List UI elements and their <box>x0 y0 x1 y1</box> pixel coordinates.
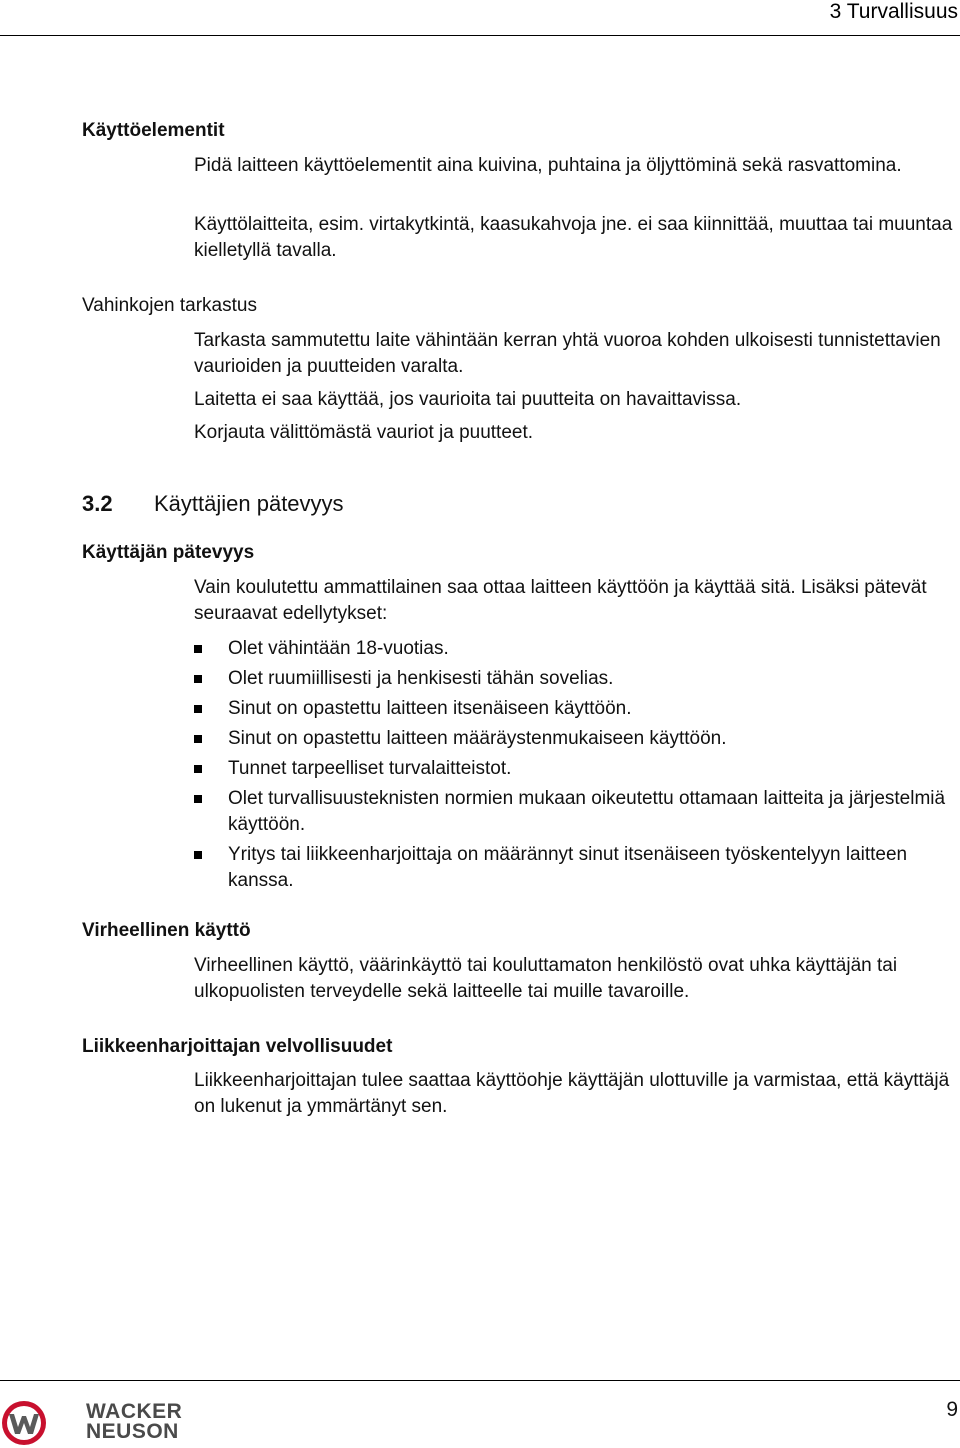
section-title: Käyttäjien pätevyys <box>154 491 344 516</box>
paragraph-virheellinen-1: Virheellinen käyttö, väärinkäyttö tai kouluttamaton henkilöstö ovat uhka käyttäjän tai ulkopuolisten terveydelle sekä laitteelle tai muille tavaroille. <box>194 955 898 1002</box>
list-item-text: Sinut on opastettu laitteen määräystenmukaiseen käyttöön. <box>228 728 727 749</box>
list-item-text: Olet vähintään 18-vuotias. <box>228 638 449 659</box>
wacker-neuson-logo-icon <box>0 1398 52 1448</box>
list-item-text: Tunnet tarpeelliset turvalaitteistot. <box>228 758 512 779</box>
list-item <box>194 786 954 838</box>
list-item <box>194 726 954 752</box>
list-item-text: Yritys tai liikkeenharjoittaja on määrännyt sinut itsenäiseen työskentelyyn laitteen kanssa. <box>228 844 908 891</box>
section-heading-3-2 <box>82 490 344 518</box>
paragraph-vahinkojen-1: Tarkasta sammutettu laite vähintään kerran yhtä vuoroa kohden ulkoisesti tunnistettavien vaurioiden ja puutteiden varalta. <box>194 330 941 377</box>
paragraph-vahinkojen-3: Korjauta välittömästä vauriot ja puutteet. <box>194 422 534 443</box>
header-title: 3 Turvallisuus <box>829 0 958 23</box>
bullet-square-icon <box>194 765 202 773</box>
list-item <box>194 696 954 722</box>
list-item-text: Olet ruumiillisesti ja henkisesti tähän sovelias. <box>228 668 614 689</box>
brand-line-2: NEUSON <box>86 1420 179 1443</box>
bullet-square-icon <box>194 735 202 743</box>
list-item <box>194 636 954 662</box>
paragraph-kayttoelementit-1: Pidä laitteen käyttöelementit aina kuivina, puhtaina ja öljyttöminä sekä rasvattomina. <box>194 155 902 176</box>
list-item-text: Sinut on opastettu laitteen itsenäiseen käyttöön. <box>228 698 632 719</box>
bullet-square-icon <box>194 795 202 803</box>
list-item-text: Olet turvallisuusteknisten normien mukaan oikeutettu ottamaan laitteita ja järjestelmiä käyttöön. <box>228 788 946 835</box>
requirements-list <box>194 636 954 898</box>
heading-liikkeenharjoittajan-velvollisuudet: Liikkeenharjoittajan velvollisuudet <box>82 1036 393 1057</box>
heading-kayttoelementit: Käyttöelementit <box>82 120 225 141</box>
heading-virheellinen-kaytto: Virheellinen käyttö <box>82 920 251 941</box>
paragraph-liikkeenharjoittajan-1: Liikkeenharjoittajan tulee saattaa käyttöohje käyttäjän ulottuville ja varmistaa, että käyttäjä on lukenut ja ymmärtänyt sen. <box>194 1070 950 1117</box>
bullet-square-icon <box>194 675 202 683</box>
paragraph-kayttoelementit-2: Käyttölaitteita, esim. virtakytkintä, kaasukahvoja jne. ei saa kiinnittää, muuttaa tai muuntaa kielletyllä tavalla. <box>194 214 953 261</box>
heading-kayttajan-patevyys: Käyttäjän pätevyys <box>82 542 255 563</box>
paragraph-kayttajan-1: Vain koulutettu ammattilainen saa ottaa laitteen käyttöön ja käyttää sitä. Lisäksi pätevät seuraavat edellytykset: <box>194 577 927 624</box>
heading-vahinkojen-tarkastus: Vahinkojen tarkastus <box>82 295 257 316</box>
section-number: 3.2 <box>82 491 113 516</box>
brand-line-1: WACKER <box>86 1400 183 1423</box>
bullet-square-icon <box>194 705 202 713</box>
brand-wordmark <box>86 1402 182 1442</box>
header-divider <box>0 35 960 36</box>
list-item <box>194 666 954 692</box>
paragraph-vahinkojen-2: Laitetta ei saa käyttää, jos vaurioita tai puutteita on havaittavissa. <box>194 389 742 410</box>
list-item <box>194 756 954 782</box>
bullet-square-icon <box>194 851 202 859</box>
bullet-square-icon <box>194 645 202 653</box>
list-item <box>194 842 954 894</box>
footer-divider <box>0 1380 960 1381</box>
page-number: 9 <box>946 1398 958 1421</box>
